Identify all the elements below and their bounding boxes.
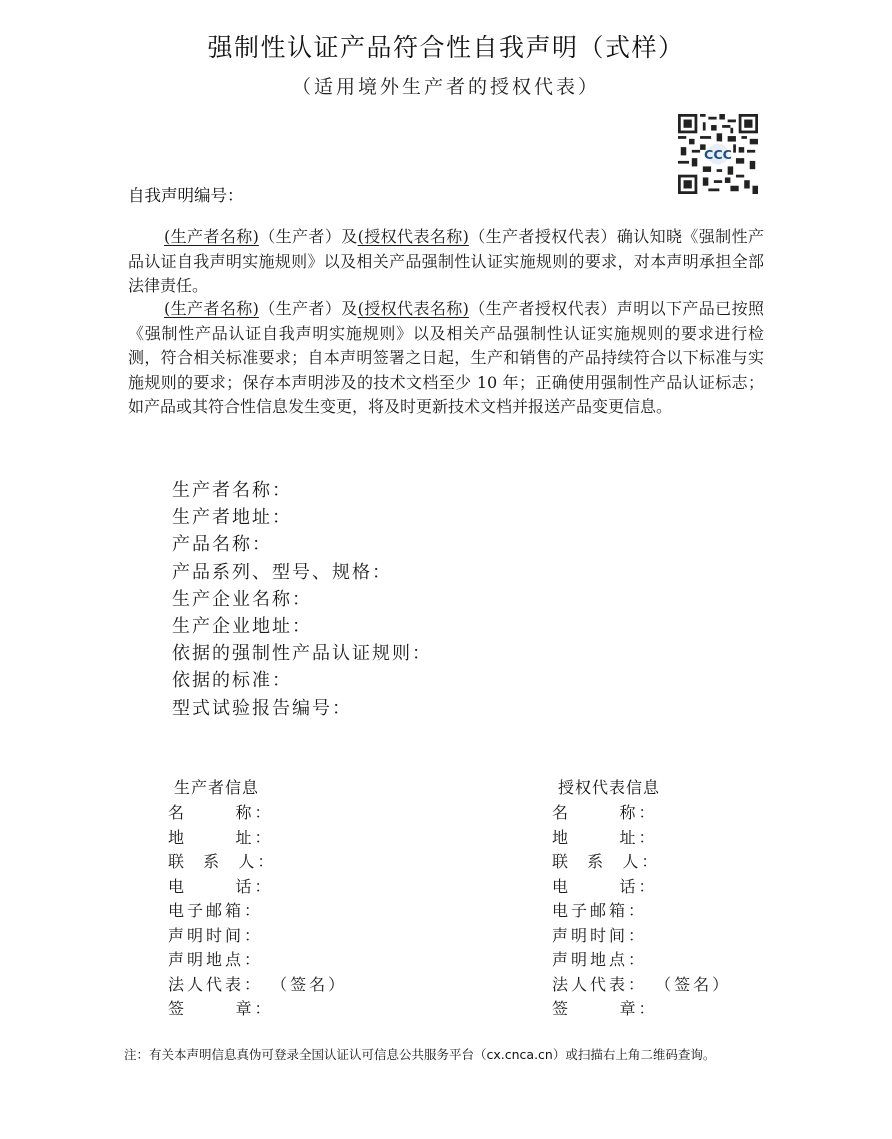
- field-manufacturer-name: 生产企业名称：: [172, 588, 312, 610]
- rep-name-placeholder: (授权代表名称): [357, 227, 469, 246]
- field-producer-address: 生产者地址：: [172, 507, 292, 529]
- producer-info-row: 电 话：: [168, 876, 274, 896]
- producer-info-block: [168, 775, 347, 1022]
- field-standards: 依据的标准：: [172, 670, 292, 692]
- rep-info-heading: 授权代表信息: [558, 778, 661, 797]
- rep-info-row: 地 址：: [552, 827, 658, 847]
- document-title: 强制性认证产品符合性自我声明（式样）: [207, 33, 685, 62]
- field-product-series-model: 产品系列、型号、规格：: [172, 561, 392, 583]
- svg-text:CCC: CCC: [704, 146, 732, 162]
- field-manufacturer-address: 生产企业地址：: [172, 616, 312, 638]
- rep-info-row: 电子邮箱：: [552, 901, 648, 920]
- qr-code-icon: [678, 114, 758, 194]
- producer-name-placeholder: (生产者名称): [164, 299, 259, 318]
- producer-info-row: 法人代表： （签名）: [168, 974, 348, 994]
- producer-info-row: 地 址：: [168, 827, 274, 847]
- product-fields: [172, 477, 432, 722]
- rep-info-row: 声明地点：: [552, 950, 648, 969]
- footer-note: 注：有关本声明信息真伪可登录全国认证认可信息公共服务平台（cx.cnca.cn）或扫描右上角二维码查询。: [124, 1047, 716, 1062]
- rep-name-placeholder: (授权代表名称): [357, 299, 469, 318]
- rep-info-block: [552, 775, 731, 1022]
- paragraph-acknowledgement: (生产者名称)（生产者）及(授权代表名称)（生产者授权代表）确认知晓《强制性产品认证自我声明实施规则》以及相关产品强制性认证实施规则的要求，对本声明承担全部法律责任。: [128, 227, 764, 295]
- producer-info-row: 电子邮箱：: [168, 901, 264, 920]
- field-producer-name: 生产者名称：: [172, 480, 292, 501]
- declaration-number-label: 自我声明编号：: [128, 186, 244, 205]
- field-test-report-number: 型式试验报告编号：: [172, 697, 352, 719]
- field-certification-rules: 依据的强制性产品认证规则：: [172, 643, 432, 665]
- paragraph-declaration: (生产者名称)（生产者）及(授权代表名称)（生产者授权代表）声明以下产品已按照《强制性产品认证自我声明实施规则》以及相关产品强制性认证实施规则的要求进行检测，符合相关标准要求；自本声明签署之日起，生产和销售的产品持续符合以下标准与实施规则的要求；保存本声明涉及的技术文档至少 10 年；正确使用强制性产品认证标志；如产品或其符合性信息发生变更，将及时更新技术文档并报送产品变更信息。: [128, 299, 764, 416]
- document-subtitle: （适用境外生产者的授权代表）: [291, 76, 600, 98]
- field-product-name: 产品名称：: [172, 534, 272, 556]
- producer-info-row: 声明地点：: [168, 950, 264, 969]
- producer-name-placeholder: (生产者名称): [164, 227, 259, 246]
- rep-info-row: 联 系 人：: [552, 852, 661, 871]
- rep-info-row: 电 话：: [552, 876, 658, 896]
- producer-info-row: 签 章：: [168, 999, 274, 1018]
- rep-info-row: 声明时间：: [552, 925, 648, 945]
- rep-info-row: 法人代表： （签名）: [552, 974, 732, 994]
- producer-info-heading: 生产者信息: [174, 778, 260, 797]
- producer-info-row: 名 称：: [168, 803, 274, 822]
- producer-info-row: 声明时间：: [168, 925, 264, 945]
- rep-info-row: 签 章：: [552, 999, 658, 1018]
- rep-info-row: 名 称：: [552, 803, 658, 822]
- producer-info-row: 联 系 人：: [168, 852, 277, 871]
